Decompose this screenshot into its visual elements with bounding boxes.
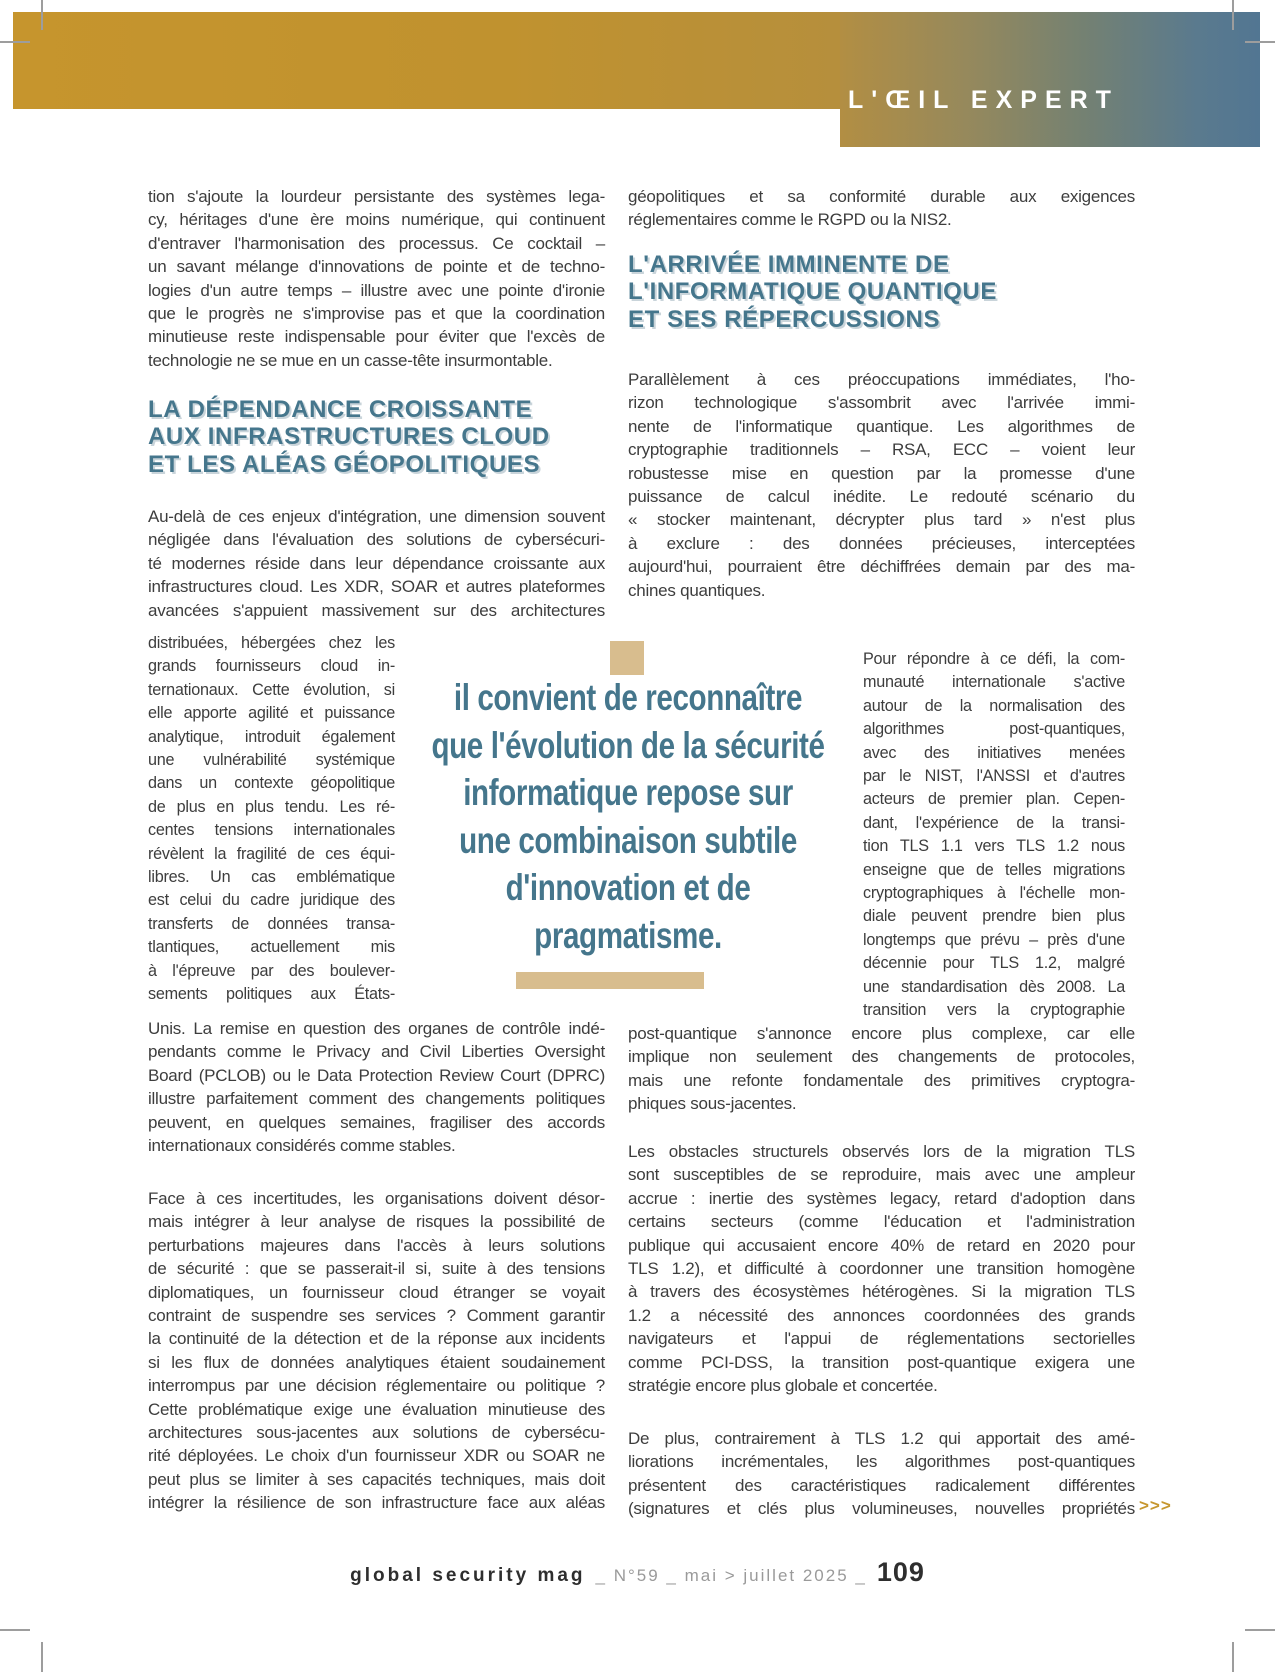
heading-informatique-quantique: L'ARRIVÉE IMMINENTE DE L'INFORMATIQUE QUANTIQUE ET SES RÉPERCUSSIONS — [628, 251, 997, 333]
paragraph-cloud-intro: Au-delà de ces enjeux d'intégration, une dimension souvent négligée dans l'évaluation des solutions de cybersécuri- té modernes réside dans leur dépendance croissante aux infrastructures cloud. Les XDR, SOAR et autres plateformes avancées s'appuient massivement sur des architectures — [148, 507, 605, 620]
crop-mark-bottom-left-v — [41, 1642, 43, 1672]
paragraph-incertitudes: Face à ces incertitudes, les organisations doivent désor- mais intégrer à leur analyse de risques la possibilité de perturbations majeures dans l'accès à leurs solutions de sécurité : que se passerait-il si, suite à des tensions diplomatiques, un fournisseur cloud étranger se voyait contraint de suspendre ses services ? Comment garantir la continuité de la détection et de la réponse aux incidents si les flux de données analytiques étaient soudainement interrompus par une décision réglementaire ou politique ? Cette problématique exige une évaluation minutieuse des architectures sous-jacentes aux solutions de cybersécu- rité déployées. Le choix d'un fournisseur XDR ou SOAR ne peut plus se limiter à ses capacités techniques, mais doit intégrer la résilience de son infrastructure face aux aléas — [148, 1189, 605, 1513]
crop-mark-top-right-v — [1232, 0, 1234, 30]
section-title: L'ŒIL EXPERT — [848, 86, 1119, 114]
paragraph-geopolitique-conformite: géopolitiques et sa conformité durable aux exigences réglementaires comme le RGPD ou la NIS2. — [628, 187, 1135, 230]
footer-issue-dates: _ N°59 _ mai > juillet 2025 _ — [595, 1566, 867, 1585]
crop-mark-top-right-h — [1245, 41, 1275, 43]
header-banner-gold — [13, 12, 840, 109]
quote-accent-square — [610, 641, 644, 675]
header-banner-gradient — [840, 12, 1260, 147]
paragraph-de-plus: De plus, contrairement à TLS 1.2 qui apportait des amé- liorations incrémentales, les algorithmes post-quantiques présentent des caractéristiques radicalement différentes (signatures et clés plus volumineuses, nouvelles propriétés — [628, 1429, 1135, 1519]
footer-brand: global security mag — [350, 1565, 586, 1586]
paragraph-obstacles-tls: Les obstacles structurels observés lors de la migration TLS sont susceptibles de se reproduire, mais avec une ampleur accrue : inertie des systèmes legacy, retard d'adoption dans certains secteurs (comme l'éducation et l'administration publique qui accusaient encore 40% de retard en 2020 pour TLS 1.2), et difficulté à coordonner une transition homogène à travers des écosystèmes hétérogènes. Si la migration TLS 1.2 a nécessité des annonces coordonnées des grands navigateurs et l'appui de réglementations sectorielles comme PCI-DSS, la transition post-quantique exigera une stratégie encore plus globale et concertée. — [628, 1142, 1135, 1396]
paragraph-cloud-end: Unis. La remise en question des organes de contrôle indé- pendants comme le Privacy and Civil Liberties Oversight Board (PCLOB) ou le Data Protection Review Court (DPRC) illustre parfaitement comment des changements politiques peuvent, en quelques semaines, fragiliser des accords internationaux considérés comme stables. — [148, 1019, 605, 1156]
crop-mark-bottom-left-h — [0, 1629, 30, 1631]
heading-cloud-dependence: LA DÉPENDANCE CROISSANTE AUX INFRASTRUCTURES CLOUD ET LES ALÉAS GÉOPOLITIQUES — [148, 396, 550, 478]
paragraph-cloud-narrow: distribuées, hébergées chez les grands fournisseurs cloud in- ternationaux. Cette évolution, si elle apporte agilité et puissance analytique, introduit également une vulnérabilité systémique dans un contexte géopolitique de plus en plus tendu. Les ré- centes tensions internationales révèlent la fragilité de ces équi- libres. Un cas emblématique est celui du cadre juridique des transferts de données transa- tlantiques, actuellement mis à l'épreuve par des boulever- sements politiques aux États- — [148, 634, 395, 1004]
page-footer — [0, 1557, 1275, 1588]
crop-mark-top-left-v — [41, 0, 43, 30]
paragraph-postquantique-end: post-quantique s'annonce encore plus complexe, car elle implique non seulement des changements de protocoles, mais une refonte fondamentale des primitives cryptogra- phiques sous-jacentes. — [628, 1024, 1135, 1114]
crop-mark-bottom-right-h — [1245, 1629, 1275, 1631]
paragraph-quantique: Parallèlement à ces préoccupations immédiates, l'ho- rizon technologique s'assombrit avec l'arrivée immi- nente de l'informatique quantique. Les algorithmes de cryptographie traditionnels – RSA, ECC – voient leur robustesse mise en question par la promesse d'une puissance de calcul inédite. Le redouté scénario du « stocker maintenant, décrypter plus tard » n'est plus à exclure : des données précieuses, interceptées aujourd'hui, pourraient être déchiffrées demain par des ma- chines quantiques. — [628, 370, 1135, 600]
continuation-arrows: >>> — [1139, 1496, 1172, 1515]
crop-mark-top-left-h — [0, 41, 30, 43]
quote-accent-bar — [516, 972, 704, 989]
pull-quote: il convient de reconnaître que l'évolution de la sécurité informatique repose sur une combinaison subtile d'innovation et de pragmatisme. — [431, 677, 825, 956]
footer-page-number: 109 — [876, 1557, 925, 1587]
paragraph-postquantique-narrow: Pour répondre à ce défi, la com- munauté internationale s'active autour de la normalisation des algorithmes post-quantiques, avec des initiatives menées par le NIST, l'ANSSI et d'autres acteurs de premier plan. Cepen- dant, l'expérience de la transi- tion TLS 1.1 vers TLS 1.2 nous enseigne que de telles migrations cryptographiques à l'échelle mon- diale peuvent prendre bien plus longtemps que prévu – près d'une décennie pour TLS 1.2, malgré une standardisation dès 2008. La transition vers la cryptographie — [863, 650, 1125, 1020]
crop-mark-bottom-right-v — [1232, 1642, 1234, 1672]
paragraph-legacy-systems: tion s'ajoute la lourdeur persistante des systèmes lega- cy, héritages d'une ère moins numérique, qui continuent d'entraver l'harmonisation des processus. Ce cocktail – un savant mélange d'innovations de pointe et de techno- logies d'un autre temps – illustre avec une pointe d'ironie que le progrès ne s'improvise pas et que la coordination minutieuse reste indispensable pour éviter que l'excès de technologie ne se mue en un casse-tête insurmontable. — [148, 187, 605, 370]
